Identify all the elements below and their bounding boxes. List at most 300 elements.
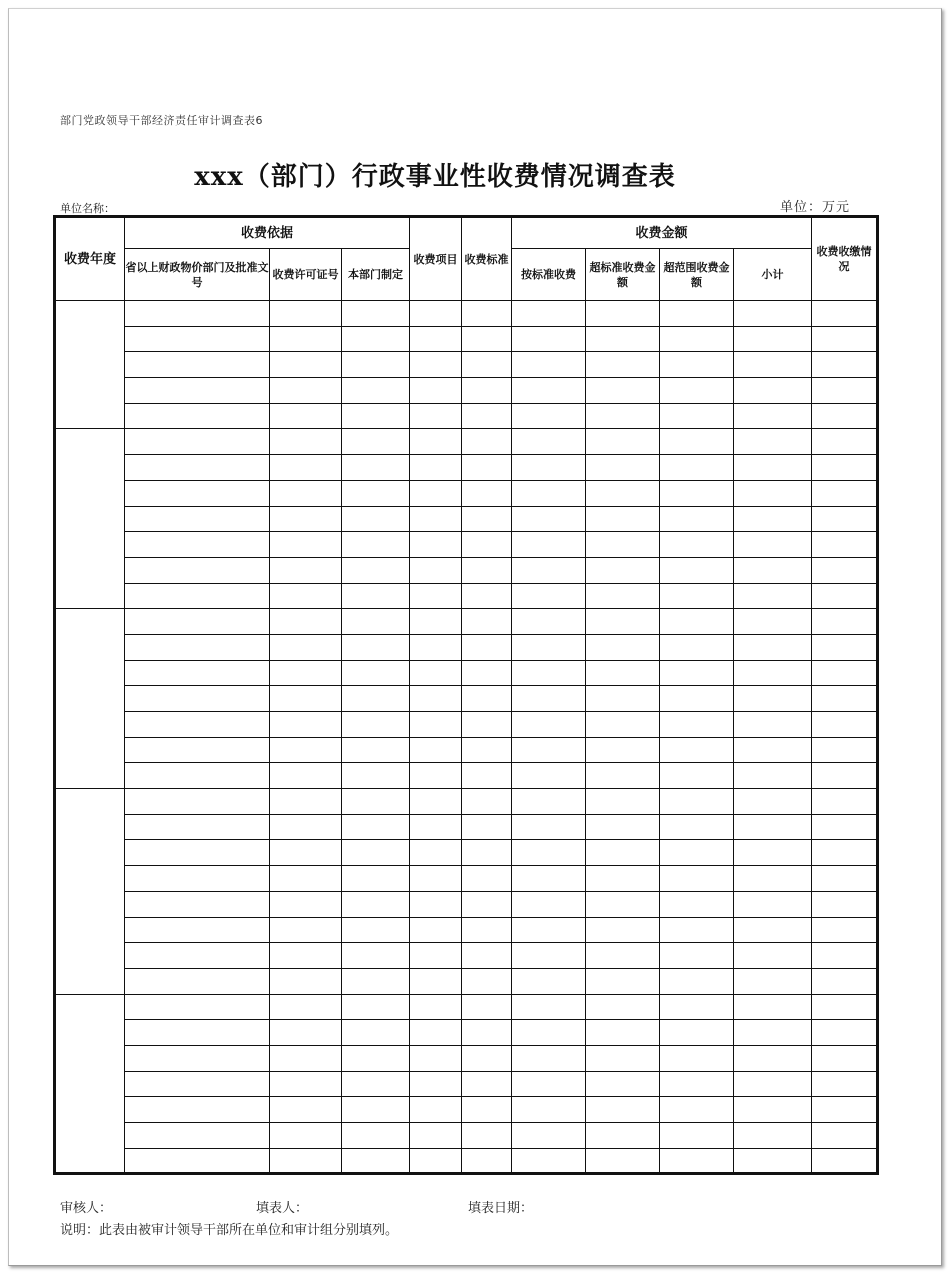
table-cell[interactable] (462, 814, 512, 840)
table-cell[interactable] (270, 634, 342, 660)
table-cell[interactable] (270, 583, 342, 609)
table-cell[interactable] (410, 583, 462, 609)
table-cell[interactable] (125, 532, 270, 558)
table-cell[interactable] (734, 429, 812, 455)
table-cell[interactable] (660, 1097, 734, 1123)
table-cell[interactable] (812, 814, 878, 840)
table-cell[interactable] (410, 326, 462, 352)
table-cell[interactable] (734, 840, 812, 866)
table-cell[interactable] (125, 891, 270, 917)
table-cell[interactable] (586, 326, 660, 352)
table-cell[interactable] (660, 609, 734, 635)
table-cell[interactable] (125, 352, 270, 378)
table-cell[interactable] (410, 943, 462, 969)
table-cell[interactable] (586, 480, 660, 506)
table-cell[interactable] (512, 763, 586, 789)
table-cell[interactable] (342, 917, 410, 943)
table-cell[interactable] (586, 1148, 660, 1174)
table-cell[interactable] (462, 1020, 512, 1046)
table-cell[interactable] (586, 1020, 660, 1046)
table-cell[interactable] (812, 506, 878, 532)
table-cell[interactable] (812, 866, 878, 892)
table-cell[interactable] (734, 1045, 812, 1071)
table-cell[interactable] (410, 1020, 462, 1046)
table-cell[interactable] (660, 686, 734, 712)
table-cell[interactable] (270, 455, 342, 481)
table-cell[interactable] (512, 891, 586, 917)
table-cell[interactable] (125, 634, 270, 660)
table-cell[interactable] (125, 1045, 270, 1071)
table-cell[interactable] (586, 686, 660, 712)
table-cell[interactable] (660, 429, 734, 455)
table-cell[interactable] (270, 814, 342, 840)
table-cell[interactable] (270, 737, 342, 763)
table-cell[interactable] (586, 301, 660, 327)
table-cell[interactable] (462, 634, 512, 660)
table-cell[interactable] (270, 866, 342, 892)
table-cell[interactable] (734, 403, 812, 429)
table-cell[interactable] (586, 943, 660, 969)
table-cell[interactable] (512, 814, 586, 840)
table-cell[interactable] (462, 557, 512, 583)
table-cell[interactable] (586, 583, 660, 609)
table-cell[interactable] (462, 866, 512, 892)
table-cell[interactable] (512, 634, 586, 660)
table-cell[interactable] (410, 1045, 462, 1071)
table-cell[interactable] (812, 660, 878, 686)
table-cell[interactable] (342, 712, 410, 738)
table-cell[interactable] (462, 455, 512, 481)
table-cell[interactable] (410, 1097, 462, 1123)
table-cell[interactable] (512, 1071, 586, 1097)
table-cell[interactable] (660, 968, 734, 994)
table-cell[interactable] (270, 660, 342, 686)
table-cell[interactable] (734, 891, 812, 917)
table-cell[interactable] (462, 1148, 512, 1174)
table-cell[interactable] (342, 378, 410, 404)
table-cell[interactable] (270, 609, 342, 635)
table-cell[interactable] (586, 455, 660, 481)
table-cell[interactable] (342, 968, 410, 994)
table-cell[interactable] (342, 634, 410, 660)
table-cell[interactable] (462, 660, 512, 686)
table-cell[interactable] (410, 712, 462, 738)
table-cell[interactable] (512, 583, 586, 609)
table-cell[interactable] (660, 917, 734, 943)
table-cell[interactable] (342, 994, 410, 1020)
table-cell[interactable] (462, 532, 512, 558)
table-cell[interactable] (342, 1148, 410, 1174)
table-cell[interactable] (462, 609, 512, 635)
table-cell[interactable] (586, 789, 660, 815)
table-cell[interactable] (660, 891, 734, 917)
table-cell[interactable] (125, 712, 270, 738)
table-cell[interactable] (660, 994, 734, 1020)
table-cell[interactable] (512, 1020, 586, 1046)
table-cell[interactable] (512, 789, 586, 815)
table-cell[interactable] (586, 917, 660, 943)
table-cell[interactable] (512, 609, 586, 635)
year-cell[interactable] (55, 301, 125, 429)
table-cell[interactable] (342, 583, 410, 609)
table-cell[interactable] (812, 609, 878, 635)
table-cell[interactable] (586, 532, 660, 558)
table-cell[interactable] (410, 789, 462, 815)
table-cell[interactable] (125, 1148, 270, 1174)
table-cell[interactable] (410, 634, 462, 660)
table-cell[interactable] (812, 968, 878, 994)
table-cell[interactable] (342, 737, 410, 763)
table-cell[interactable] (410, 686, 462, 712)
table-cell[interactable] (270, 1045, 342, 1071)
table-cell[interactable] (812, 891, 878, 917)
table-cell[interactable] (734, 1020, 812, 1046)
table-cell[interactable] (270, 1071, 342, 1097)
table-cell[interactable] (812, 917, 878, 943)
table-cell[interactable] (125, 1097, 270, 1123)
table-cell[interactable] (342, 352, 410, 378)
table-cell[interactable] (734, 1071, 812, 1097)
table-cell[interactable] (270, 1123, 342, 1149)
table-cell[interactable] (812, 1071, 878, 1097)
table-cell[interactable] (660, 455, 734, 481)
table-cell[interactable] (512, 968, 586, 994)
table-cell[interactable] (462, 789, 512, 815)
table-cell[interactable] (270, 968, 342, 994)
table-cell[interactable] (125, 1071, 270, 1097)
table-cell[interactable] (410, 737, 462, 763)
table-cell[interactable] (410, 557, 462, 583)
table-cell[interactable] (512, 712, 586, 738)
table-cell[interactable] (342, 891, 410, 917)
table-cell[interactable] (660, 326, 734, 352)
table-cell[interactable] (660, 1148, 734, 1174)
table-cell[interactable] (270, 1020, 342, 1046)
table-cell[interactable] (410, 891, 462, 917)
table-cell[interactable] (410, 352, 462, 378)
table-cell[interactable] (410, 609, 462, 635)
table-cell[interactable] (586, 763, 660, 789)
table-cell[interactable] (270, 326, 342, 352)
table-cell[interactable] (660, 789, 734, 815)
table-cell[interactable] (342, 557, 410, 583)
table-cell[interactable] (734, 994, 812, 1020)
table-cell[interactable] (734, 943, 812, 969)
table-cell[interactable] (586, 737, 660, 763)
table-cell[interactable] (734, 814, 812, 840)
table-cell[interactable] (410, 1148, 462, 1174)
table-cell[interactable] (660, 583, 734, 609)
table-cell[interactable] (512, 506, 586, 532)
table-cell[interactable] (342, 326, 410, 352)
table-cell[interactable] (462, 1097, 512, 1123)
table-cell[interactable] (512, 737, 586, 763)
table-cell[interactable] (410, 455, 462, 481)
table-cell[interactable] (125, 686, 270, 712)
table-cell[interactable] (512, 326, 586, 352)
table-cell[interactable] (462, 712, 512, 738)
table-cell[interactable] (586, 1097, 660, 1123)
table-cell[interactable] (512, 480, 586, 506)
table-cell[interactable] (586, 1045, 660, 1071)
table-cell[interactable] (410, 994, 462, 1020)
table-cell[interactable] (512, 660, 586, 686)
table-cell[interactable] (660, 557, 734, 583)
table-cell[interactable] (125, 994, 270, 1020)
table-cell[interactable] (410, 301, 462, 327)
table-cell[interactable] (734, 378, 812, 404)
table-cell[interactable] (270, 891, 342, 917)
table-cell[interactable] (586, 506, 660, 532)
year-cell[interactable] (55, 429, 125, 609)
table-cell[interactable] (462, 506, 512, 532)
table-cell[interactable] (660, 634, 734, 660)
table-cell[interactable] (270, 686, 342, 712)
table-cell[interactable] (512, 1097, 586, 1123)
table-cell[interactable] (812, 943, 878, 969)
table-cell[interactable] (812, 737, 878, 763)
table-cell[interactable] (462, 686, 512, 712)
table-cell[interactable] (462, 968, 512, 994)
table-cell[interactable] (125, 737, 270, 763)
table-cell[interactable] (812, 429, 878, 455)
table-cell[interactable] (586, 968, 660, 994)
table-cell[interactable] (125, 840, 270, 866)
table-cell[interactable] (410, 660, 462, 686)
table-cell[interactable] (660, 866, 734, 892)
table-cell[interactable] (270, 429, 342, 455)
table-cell[interactable] (512, 301, 586, 327)
table-cell[interactable] (342, 480, 410, 506)
table-cell[interactable] (812, 378, 878, 404)
year-cell[interactable] (55, 789, 125, 995)
table-cell[interactable] (512, 994, 586, 1020)
table-cell[interactable] (734, 634, 812, 660)
table-cell[interactable] (512, 352, 586, 378)
table-cell[interactable] (410, 1123, 462, 1149)
table-cell[interactable] (586, 403, 660, 429)
table-cell[interactable] (342, 609, 410, 635)
table-cell[interactable] (812, 1020, 878, 1046)
table-cell[interactable] (660, 1020, 734, 1046)
table-cell[interactable] (342, 506, 410, 532)
table-cell[interactable] (812, 1045, 878, 1071)
table-cell[interactable] (270, 994, 342, 1020)
table-cell[interactable] (734, 737, 812, 763)
table-cell[interactable] (462, 403, 512, 429)
table-cell[interactable] (125, 429, 270, 455)
table-cell[interactable] (734, 352, 812, 378)
table-cell[interactable] (410, 429, 462, 455)
table-cell[interactable] (586, 1123, 660, 1149)
table-cell[interactable] (125, 1020, 270, 1046)
table-cell[interactable] (462, 891, 512, 917)
table-cell[interactable] (462, 1045, 512, 1071)
table-cell[interactable] (125, 943, 270, 969)
table-cell[interactable] (270, 1097, 342, 1123)
table-cell[interactable] (734, 917, 812, 943)
table-cell[interactable] (410, 917, 462, 943)
table-cell[interactable] (410, 506, 462, 532)
table-cell[interactable] (812, 326, 878, 352)
table-cell[interactable] (342, 660, 410, 686)
table-cell[interactable] (125, 480, 270, 506)
table-cell[interactable] (734, 789, 812, 815)
table-cell[interactable] (660, 378, 734, 404)
table-cell[interactable] (586, 814, 660, 840)
table-cell[interactable] (660, 1123, 734, 1149)
table-cell[interactable] (270, 789, 342, 815)
table-cell[interactable] (812, 480, 878, 506)
table-cell[interactable] (270, 712, 342, 738)
table-cell[interactable] (342, 429, 410, 455)
table-cell[interactable] (125, 763, 270, 789)
table-cell[interactable] (660, 943, 734, 969)
table-cell[interactable] (342, 686, 410, 712)
table-cell[interactable] (125, 917, 270, 943)
table-cell[interactable] (660, 1045, 734, 1071)
table-cell[interactable] (512, 378, 586, 404)
table-cell[interactable] (734, 480, 812, 506)
table-cell[interactable] (342, 789, 410, 815)
table-cell[interactable] (660, 814, 734, 840)
table-cell[interactable] (660, 712, 734, 738)
table-cell[interactable] (462, 352, 512, 378)
table-cell[interactable] (270, 301, 342, 327)
table-cell[interactable] (512, 866, 586, 892)
table-cell[interactable] (410, 968, 462, 994)
table-cell[interactable] (125, 403, 270, 429)
table-cell[interactable] (812, 1123, 878, 1149)
table-cell[interactable] (586, 712, 660, 738)
table-cell[interactable] (125, 326, 270, 352)
table-cell[interactable] (270, 1148, 342, 1174)
table-cell[interactable] (125, 814, 270, 840)
table-cell[interactable] (125, 583, 270, 609)
table-cell[interactable] (660, 840, 734, 866)
table-cell[interactable] (270, 480, 342, 506)
table-cell[interactable] (462, 994, 512, 1020)
table-cell[interactable] (586, 660, 660, 686)
table-cell[interactable] (270, 763, 342, 789)
table-cell[interactable] (462, 737, 512, 763)
table-cell[interactable] (734, 583, 812, 609)
table-cell[interactable] (586, 994, 660, 1020)
table-cell[interactable] (462, 480, 512, 506)
table-cell[interactable] (410, 378, 462, 404)
table-cell[interactable] (462, 943, 512, 969)
table-cell[interactable] (586, 378, 660, 404)
table-cell[interactable] (342, 1123, 410, 1149)
table-cell[interactable] (512, 532, 586, 558)
table-cell[interactable] (125, 968, 270, 994)
table-cell[interactable] (512, 403, 586, 429)
table-cell[interactable] (660, 1071, 734, 1097)
table-cell[interactable] (125, 1123, 270, 1149)
table-cell[interactable] (586, 609, 660, 635)
table-cell[interactable] (734, 455, 812, 481)
table-cell[interactable] (660, 403, 734, 429)
table-cell[interactable] (812, 789, 878, 815)
year-cell[interactable] (55, 994, 125, 1174)
table-cell[interactable] (512, 455, 586, 481)
table-cell[interactable] (734, 609, 812, 635)
table-cell[interactable] (660, 480, 734, 506)
table-cell[interactable] (512, 1148, 586, 1174)
table-cell[interactable] (660, 506, 734, 532)
table-cell[interactable] (586, 634, 660, 660)
table-cell[interactable] (734, 686, 812, 712)
table-cell[interactable] (812, 301, 878, 327)
table-cell[interactable] (342, 840, 410, 866)
table-cell[interactable] (512, 686, 586, 712)
table-cell[interactable] (734, 506, 812, 532)
table-cell[interactable] (660, 532, 734, 558)
table-cell[interactable] (512, 917, 586, 943)
table-cell[interactable] (660, 352, 734, 378)
table-cell[interactable] (270, 352, 342, 378)
table-cell[interactable] (410, 814, 462, 840)
table-cell[interactable] (270, 917, 342, 943)
table-cell[interactable] (270, 557, 342, 583)
table-cell[interactable] (734, 1097, 812, 1123)
table-cell[interactable] (125, 506, 270, 532)
table-cell[interactable] (812, 455, 878, 481)
table-cell[interactable] (342, 1045, 410, 1071)
table-cell[interactable] (586, 866, 660, 892)
table-cell[interactable] (342, 455, 410, 481)
table-cell[interactable] (342, 1097, 410, 1123)
table-cell[interactable] (125, 301, 270, 327)
table-cell[interactable] (660, 301, 734, 327)
table-cell[interactable] (410, 1071, 462, 1097)
table-cell[interactable] (342, 532, 410, 558)
table-cell[interactable] (125, 557, 270, 583)
table-cell[interactable] (462, 763, 512, 789)
table-cell[interactable] (125, 455, 270, 481)
table-cell[interactable] (586, 891, 660, 917)
table-cell[interactable] (512, 557, 586, 583)
table-cell[interactable] (512, 1045, 586, 1071)
table-cell[interactable] (734, 712, 812, 738)
table-cell[interactable] (342, 866, 410, 892)
table-cell[interactable] (734, 326, 812, 352)
table-cell[interactable] (586, 429, 660, 455)
table-cell[interactable] (586, 557, 660, 583)
table-cell[interactable] (812, 557, 878, 583)
table-cell[interactable] (342, 1020, 410, 1046)
table-cell[interactable] (812, 1097, 878, 1123)
table-cell[interactable] (812, 532, 878, 558)
table-cell[interactable] (812, 840, 878, 866)
table-cell[interactable] (586, 840, 660, 866)
table-cell[interactable] (734, 660, 812, 686)
table-cell[interactable] (462, 840, 512, 866)
table-cell[interactable] (462, 429, 512, 455)
table-cell[interactable] (342, 814, 410, 840)
table-cell[interactable] (270, 532, 342, 558)
table-cell[interactable] (812, 403, 878, 429)
table-cell[interactable] (270, 840, 342, 866)
table-cell[interactable] (462, 917, 512, 943)
table-cell[interactable] (812, 686, 878, 712)
table-cell[interactable] (734, 532, 812, 558)
table-cell[interactable] (660, 763, 734, 789)
table-cell[interactable] (512, 429, 586, 455)
table-cell[interactable] (342, 1071, 410, 1097)
table-cell[interactable] (734, 763, 812, 789)
table-cell[interactable] (734, 1148, 812, 1174)
